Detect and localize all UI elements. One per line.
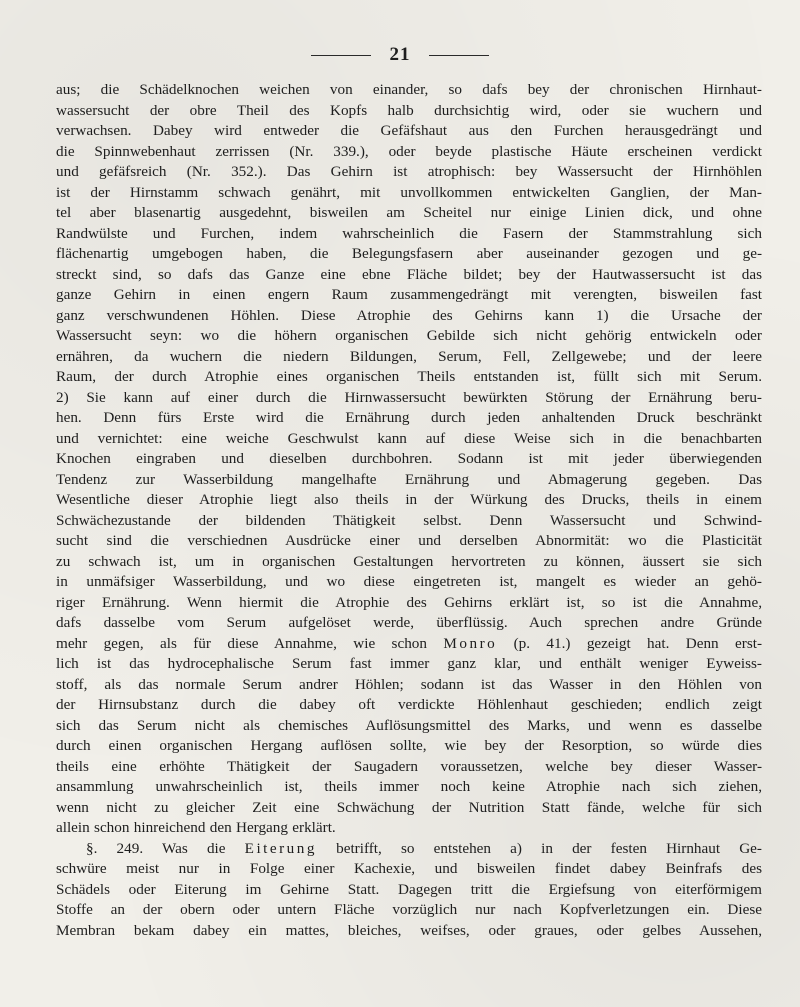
- text-line: aus; die Schädelknochen weichen von einander, so dafs bey der chronischen Hirnhaut-: [56, 81, 762, 98]
- text-line: Raum, der durch Atrophie eines organischen Theils entstanden ist, füllt sich mit Serum.: [56, 368, 762, 385]
- text-line: sich das Serum nicht als chemisches Auflösungsmittel des Marks, und wenn es dasselbe: [56, 716, 762, 734]
- text-line: allein schon hinreichend den Hergang erklärt.: [56, 819, 336, 836]
- text-line: ganz verschwundenen Höhlen. Diese Atrophie des Gehirns kann 1) die Ursache der: [56, 306, 762, 324]
- text-line: und gefäfsreich (Nr. 352.). Das Gehirn ist atrophisch: bey Wassersucht der Hirnhöhlen: [56, 163, 762, 180]
- text-line: Wesentliche dieser Atrophie liegt also theils in der Würkung des Drucks, theils in einem: [56, 491, 762, 508]
- text-line: stoff, als das normale Serum andrer Höhlen; sodann ist das Wasser in den Höhlen von: [56, 675, 762, 693]
- page-number: 21: [389, 44, 411, 65]
- text-line: riger Ernährung. Wenn hiermit die Atrophie des Gehirns erklärt ist, so ist die Annahme,: [56, 593, 762, 611]
- text-segment: mehr gegen, als für diese Annahme, wie schon: [56, 634, 444, 652]
- text-line: flächenartig umgebogen haben, die Belegungsfasern aber auseinander gezogen und ge-: [56, 245, 762, 262]
- text-line: ernähren, da wuchern die niedern Bildungen, Serum, Fell, Zellgewebe; und der leere: [56, 347, 762, 365]
- text-line: Tendenz zur Wasserbildung mangelhafte Ernährung und Abmagerung gegeben. Das: [56, 470, 762, 488]
- text-line: und vernichtet: eine weiche Geschwulst kann auf diese Weise sich in die benachbarten: [56, 429, 762, 447]
- text-line: [56, 839, 762, 860]
- text-line: ansammlung unwahrscheinlich ist, theils immer noch keine Atrophie nach sich ziehen,: [56, 778, 762, 795]
- text-line: Membran bekam dabey ein mattes, bleiches, weifses, oder graues, oder gelbes Aussehen,: [56, 921, 762, 939]
- text-line: sucht sind die verschiednen Ausdrücke einer und derselben Abnormität: wo die Plasticität: [56, 532, 762, 549]
- text-line: Schädels oder Eiterung im Gehirne Statt. Dagegen tritt die Ergiefsung von eiterförmigem: [56, 880, 762, 898]
- text-line: 2) Sie kann auf einer durch die Hirnwassersucht bewürkten Störung der Ernährung beru-: [56, 388, 762, 406]
- page-header: [0, 43, 800, 67]
- text-line: durch einen organischen Hergang auflösen sollte, wie bey der Resorption, so würde dies: [56, 737, 762, 754]
- text-line: verwachsen. Dabey wird entweder die Gefäfshaut aus den Furchen herausgedrängt und: [56, 122, 762, 139]
- text-line: [56, 634, 762, 655]
- text-line: Schwächezustande der bildenden Thätigkeit selbst. Denn Wassersucht und Schwind-: [56, 511, 762, 529]
- body-text: [56, 80, 762, 941]
- text-segment: §. 249. Was die: [86, 839, 245, 857]
- text-segment: (p. 41.) gezeigt hat. Denn erst-: [497, 634, 762, 652]
- header-rule-left: [311, 55, 371, 56]
- text-line: Randwülste und Furchen, indem wahrscheinlich die Fasern der Stammstrahlung sich: [56, 224, 762, 242]
- text-line: wenn nicht zu gleicher Zeit eine Schwächung der Nutrition Statt fände, welche für sich: [56, 798, 762, 816]
- text-line: die Spinnwebenhaut zerrissen (Nr. 339.), oder beyde plastische Häute erscheinen verdickt: [56, 142, 762, 160]
- text-line: dafs dasselbe vom Serum aufgelöset werde, überflüssig. Auch sprechen andre Gründe: [56, 614, 762, 631]
- emphasized-name: Eiterung: [244, 839, 317, 857]
- text-line: ganze Gehirn in einen engern Raum zusammengedrängt mit verengten, bisweilen fast: [56, 286, 762, 303]
- text-line: Stoffe an der obern oder untern Fläche vorzüglich nur nach Kopfverletzungen ein. Diese: [56, 901, 762, 918]
- text-line: wassersucht der obre Theil des Kopfs halb durchsichtig wird, oder sie wuchern und: [56, 101, 762, 119]
- emphasized-name: Monro: [443, 634, 498, 652]
- text-line: Wassersucht seyn: wo die höhern organischen Gebilde sich nicht gehörig entwickeln oder: [56, 327, 762, 344]
- text-line: ist der Hirnstamm schwach genährt, mit unvollkommen entwickelten Ganglien, der Man-: [56, 183, 762, 201]
- text-segment: betrifft, so entstehen a) in der festen Hirnhaut Ge-: [316, 839, 762, 857]
- text-line: hen. Denn fürs Erste wird die Ernährung durch jeden anhaltenden Druck beschränkt: [56, 409, 762, 426]
- text-line: theils eine erhöhte Thätigkeit der Saugadern voraussetzen, welche bey dieser Wasser-: [56, 757, 762, 775]
- text-line: der Hirnsubstanz durch die dabey oft verdickte Höhlenhaut geschieden; endlich zeigt: [56, 696, 762, 713]
- text-line: Knochen eingraben und dieselben durchbohren. Sodann ist mit jeder überwiegenden: [56, 450, 762, 467]
- text-line: schwüre meist nur in Folge einer Kachexie, und bisweilen findet dabey Beinfrafs des: [56, 860, 762, 877]
- header-rule-right: [429, 55, 489, 56]
- text-line: zu schwach ist, um in organischen Gestaltungen hervortreten zu können, äussert sie sich: [56, 552, 762, 570]
- text-line: in unmäfsiger Wasserbildung, und wo diese eingetreten ist, mangelt es wieder an gehö-: [56, 573, 762, 590]
- text-line: tel aber blasenartig ausgedehnt, bisweilen am Scheitel nur einige Linien dick, und ohne: [56, 204, 762, 221]
- text-line: streckt sind, so dafs das Ganze eine ebne Fläche bildet; bey der Hautwassersucht ist das: [56, 265, 762, 283]
- text-line: lich ist das hydrocephalische Serum fast immer ganz klar, und enthält weniger Eyweiss-: [56, 655, 762, 672]
